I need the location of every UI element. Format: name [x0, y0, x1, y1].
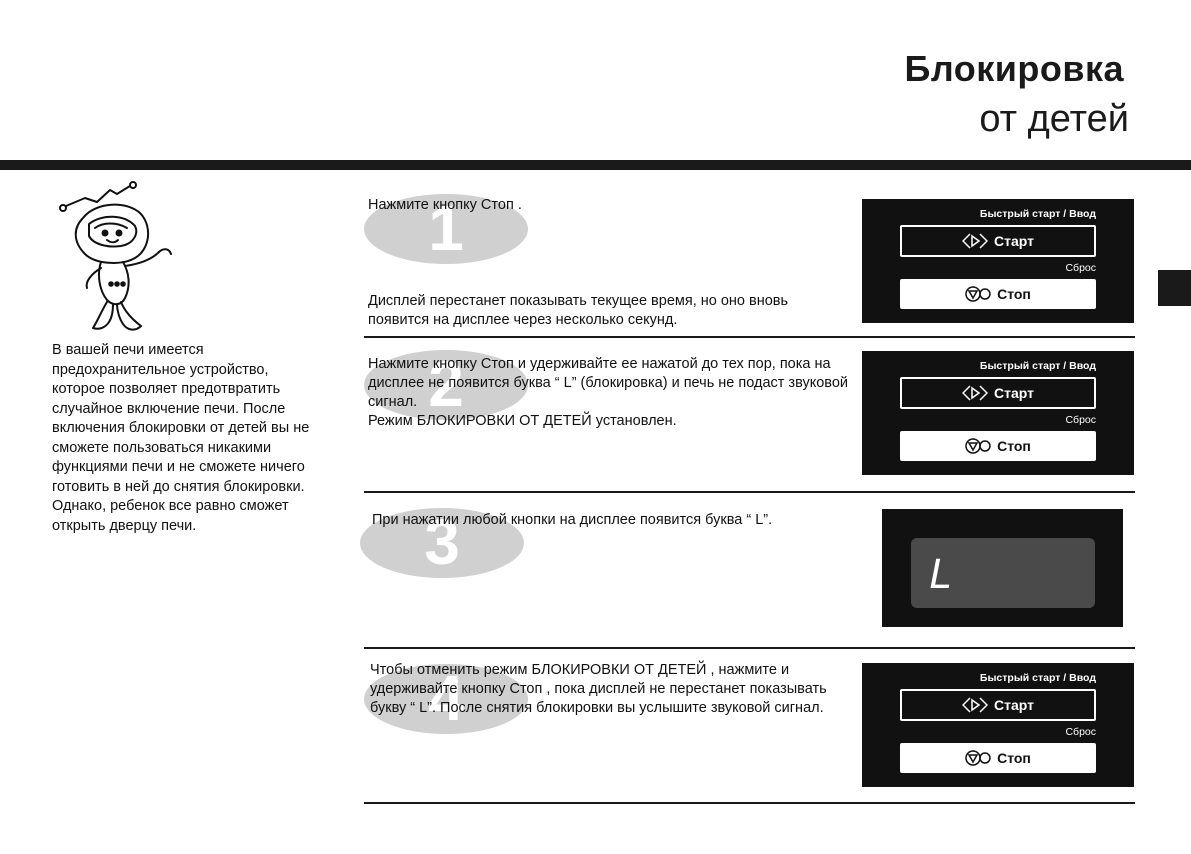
- stop-button[interactable]: [900, 743, 1096, 773]
- step-divider: [364, 647, 1135, 649]
- step-divider: [364, 336, 1135, 338]
- step-4-instruction: Чтобы отменить режим БЛОКИРОВКИ ОТ ДЕТЕЙ , нажмите и удерживайте кнопку Стоп , пока дисплей не перестанет показывать букву “ L”. После снятия блокировки вы услышите звуковой сигнал.: [370, 662, 827, 716]
- start-diamond-icon: [962, 385, 988, 401]
- lcd-screen: [911, 538, 1095, 608]
- start-button-label: Старт: [994, 697, 1034, 713]
- step-2-instruction: Нажмите кнопку Стоп и удерживайте ее нажатой до тех пор, пока на дисплее не появится буква “ L” (блокировка) и печь не подаст звуковой сигнал.: [368, 356, 848, 410]
- intro-paragraph-note: Однако, ребенок все равно сможет открыть дверцу печи.: [52, 498, 289, 534]
- stop-button-label: Стоп: [997, 286, 1031, 302]
- header-divider-bar: [0, 160, 1191, 170]
- step-divider: [364, 802, 1135, 804]
- control-panel-2: [862, 351, 1134, 475]
- start-button[interactable]: [900, 225, 1096, 257]
- start-button[interactable]: [900, 377, 1096, 409]
- step-number-2-label: 2: [428, 350, 464, 420]
- stop-circle-icon: [965, 438, 991, 454]
- step-number-3-label: 3: [424, 508, 460, 578]
- control-panel-1: [862, 199, 1134, 323]
- lcd-display-panel: [882, 509, 1123, 627]
- quick-start-label: Быстрый старт / Ввод: [979, 208, 1096, 220]
- step-2-note: Режим БЛОКИРОВКИ ОТ ДЕТЕЙ установлен.: [368, 413, 677, 429]
- step-3-instruction: При нажатии любой кнопки на дисплее появится буква “ L”.: [372, 512, 773, 528]
- stop-circle-icon: [965, 286, 991, 302]
- quick-start-label: Быстрый старт / Ввод: [979, 672, 1096, 684]
- step-1-note: Дисплей перестанет показывать текущее время, но оно вновь появится на дисплее через несколько секунд.: [368, 293, 789, 328]
- reset-label: Сброс: [1065, 262, 1096, 274]
- lcd-lock-character: L: [929, 552, 954, 598]
- section-tab-marker: [1158, 270, 1191, 306]
- control-panel-4: [862, 663, 1134, 787]
- page-subtitle: от детей: [979, 98, 1129, 140]
- step-1-instruction: Нажмите кнопку Стоп .: [368, 197, 522, 213]
- start-button-label: Старт: [994, 385, 1034, 401]
- start-button[interactable]: [900, 689, 1096, 721]
- start-button-label: Старт: [994, 233, 1034, 249]
- step-number-1-label: 1: [428, 194, 464, 264]
- page-title: Блокировка: [904, 48, 1124, 89]
- start-diamond-icon: [962, 697, 988, 713]
- reset-label: Сброс: [1065, 414, 1096, 426]
- start-diamond-icon: [962, 233, 988, 249]
- reset-label: Сброс: [1065, 726, 1096, 738]
- intro-description: [52, 341, 322, 536]
- quick-start-label: Быстрый старт / Ввод: [979, 360, 1096, 372]
- step-number-4-label: 4: [428, 664, 464, 734]
- stop-button[interactable]: [900, 279, 1096, 309]
- intro-paragraph: В вашей печи имеется предохранительное устройство, которое позволяет предотвратить случайное включение печи. После включения блокировки от детей вы не сможете пользоваться никакими функциями печи и не сможете ничего готовить в ней до снятия блокировки.: [52, 342, 310, 495]
- stop-circle-icon: [965, 750, 991, 766]
- stop-button-label: Стоп: [997, 438, 1031, 454]
- step-divider: [364, 491, 1135, 493]
- stop-button[interactable]: [900, 431, 1096, 461]
- stop-button-label: Стоп: [997, 750, 1031, 766]
- robot-mascot-icon: [55, 178, 185, 338]
